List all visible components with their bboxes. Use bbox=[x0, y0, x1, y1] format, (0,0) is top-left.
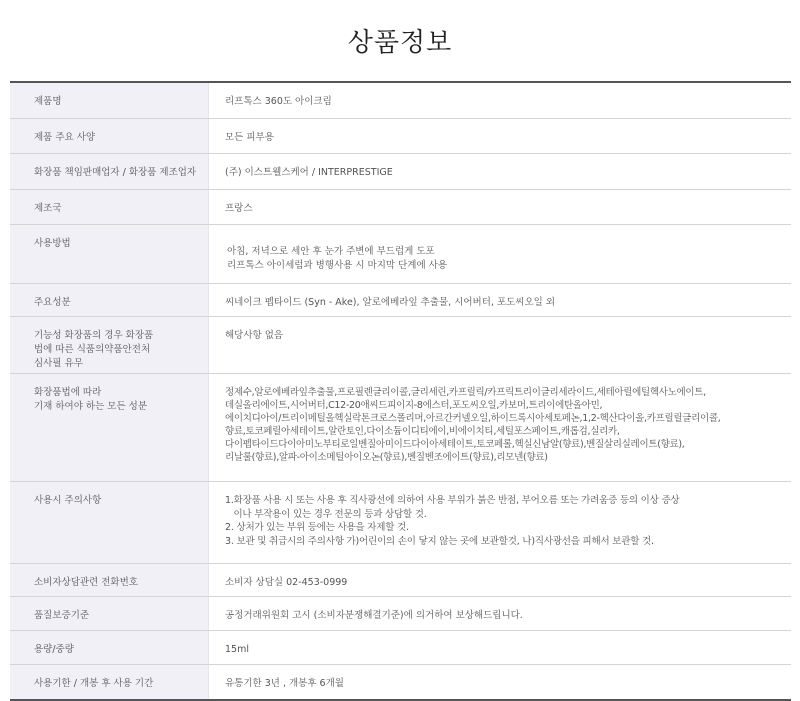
row-value bbox=[209, 564, 791, 596]
value-line: 다이펩타이드다이아미노부티로일벤질아미이드다이아세테이트,토코페롤,헥실신남알(향료),벤질살리실레이트(향료), bbox=[225, 439, 685, 450]
table-row-functional-review bbox=[10, 317, 791, 374]
row-value bbox=[209, 190, 791, 224]
value-line: 해당사항 없음 bbox=[225, 330, 284, 341]
label-line: 화장품법에 따라 bbox=[34, 387, 102, 398]
label-line: 기재 하여야 하는 모든 성분 bbox=[34, 401, 148, 412]
row-value bbox=[209, 631, 791, 664]
product-info-table bbox=[10, 81, 791, 701]
row-value bbox=[209, 119, 791, 153]
value-line: 이나 부작용이 있는 경우 전문의 등과 상담할 것. bbox=[225, 508, 427, 520]
table-row-expiry bbox=[10, 665, 791, 701]
table-row-volume bbox=[10, 631, 791, 665]
value-line: 아침, 저녁으로 세안 후 눈가 주변에 부드럽게 도포 bbox=[227, 246, 435, 257]
row-label bbox=[10, 374, 209, 481]
label-line: 기능성 화장품의 경우 화장품 bbox=[34, 330, 154, 341]
table-row-all-ingredients bbox=[10, 374, 791, 482]
row-label bbox=[10, 631, 209, 664]
table-row-consumer-phone bbox=[10, 564, 791, 597]
label-line: 주요성분 bbox=[34, 297, 71, 308]
value-line: 에이치디아이/트리이메틸올헥실락톤크로스폴리머,아르간커넬오일,하이드록시아세토페논,1,2-헥산다이올,카프릴릴글리이콜, bbox=[225, 413, 721, 424]
value-line: 1.화장품 사용 시 또는 사용 후 직사광선에 의하여 사용 부위가 붉은 반점, 부어오름 또는 가려움증 등의 이상 증상 bbox=[225, 495, 680, 506]
label-line: 품질보증기준 bbox=[34, 610, 90, 621]
value-line: 프랑스 bbox=[225, 203, 253, 214]
row-value bbox=[209, 83, 791, 118]
value-line: 리프톡스 360도 아이크림 bbox=[225, 96, 332, 107]
value-line: 15ml bbox=[225, 644, 249, 655]
label-line: 제품명 bbox=[34, 96, 62, 107]
row-value bbox=[209, 225, 791, 283]
label-line: 제조국 bbox=[34, 203, 62, 214]
table-row-country bbox=[10, 190, 791, 225]
table-row-manufacturer bbox=[10, 154, 791, 190]
row-value bbox=[209, 374, 791, 481]
label-line: 용량/중량 bbox=[34, 644, 74, 655]
value-line: 리날룰(향료),알파-아이소메틸아이오논(향료),벤질벤조에이트(향료),리모넨(향료) bbox=[225, 452, 548, 463]
row-label bbox=[10, 190, 209, 224]
table-row-precautions bbox=[10, 482, 791, 564]
value-line: 소비자 상담실 02-453-0999 bbox=[225, 577, 348, 588]
row-value bbox=[209, 154, 791, 189]
table-row-main-ingredients bbox=[10, 284, 791, 317]
row-value bbox=[209, 597, 791, 630]
label-line: 법에 따른 식품의약품안전처 bbox=[34, 344, 151, 355]
row-label bbox=[10, 665, 209, 699]
row-value bbox=[209, 317, 791, 373]
row-label bbox=[10, 83, 209, 118]
value-line: 모든 피부용 bbox=[225, 132, 274, 143]
table-row-quality-guarantee bbox=[10, 597, 791, 631]
value-line: 2. 상처가 있는 부위 등에는 사용을 자제할 것. bbox=[225, 522, 409, 533]
table-row-main-spec bbox=[10, 119, 791, 154]
table-row-usage bbox=[10, 225, 791, 284]
value-line: 리프톡스 아이세럼과 병행사용 시 마지막 단계에 사용 bbox=[227, 260, 448, 271]
value-line: 공정거래위원회 고시 (소비자분쟁해결기준)에 의거하여 보상해드립니다. bbox=[225, 610, 523, 621]
value-line: 3. 보관 및 취급시의 주의사항 가)어린이의 손이 닿지 않는 곳에 보관할것, 나)직사광선을 피해서 보관할 것. bbox=[225, 535, 654, 547]
table-row-product-name bbox=[10, 83, 791, 119]
label-line: 사용시 주의사항 bbox=[34, 495, 102, 506]
label-line: 사용기한 / 개봉 후 사용 기간 bbox=[34, 678, 154, 689]
row-label bbox=[10, 284, 209, 316]
label-line: 제품 주요 사양 bbox=[34, 132, 96, 143]
row-label bbox=[10, 317, 209, 373]
row-value bbox=[209, 284, 791, 316]
row-label bbox=[10, 482, 209, 563]
label-line: 사용방법 bbox=[34, 238, 71, 249]
label-line: 소비자상담관련 전화번호 bbox=[34, 577, 138, 588]
value-line: 데실올리에이트,시어버터,C12-20애씨드피이지-8에스터,포도씨오일,카보머,트리이에탄올아민, bbox=[225, 400, 603, 411]
row-label bbox=[10, 225, 209, 283]
value-line: 씨네이크 펩타이드 (Syn - Ake), 알로에베라잎 추출물, 시어버터, 포도씨오일 외 bbox=[225, 297, 556, 308]
row-value bbox=[209, 665, 791, 699]
row-label bbox=[10, 119, 209, 153]
label-line: 화장품 책임판매업자 / 화장품 제조업자 bbox=[34, 167, 197, 178]
page-title: 상품정보 bbox=[347, 28, 453, 58]
value-line: (주) 이스트웰스케어 / INTERPRESTIGE bbox=[225, 167, 393, 178]
row-label bbox=[10, 154, 209, 189]
value-line: 향료,토코페릴아세테이트,알란토인,다이소듐이디티에이,비에이치티,세틸포스페이트,캐롭검,실리카, bbox=[225, 426, 620, 437]
label-line: 심사필 유무 bbox=[34, 358, 83, 369]
value-line: 유통기한 3년 , 개봉후 6개월 bbox=[225, 678, 344, 689]
row-value bbox=[209, 482, 791, 563]
row-label bbox=[10, 564, 209, 596]
value-line: 정제수,알로에베라잎추출물,프로필렌글리이콜,글리세린,카프릴릭/카프릭트리이글리세라이드,세테아릴에틸헥사노에이트, bbox=[225, 387, 706, 398]
row-label bbox=[10, 597, 209, 630]
